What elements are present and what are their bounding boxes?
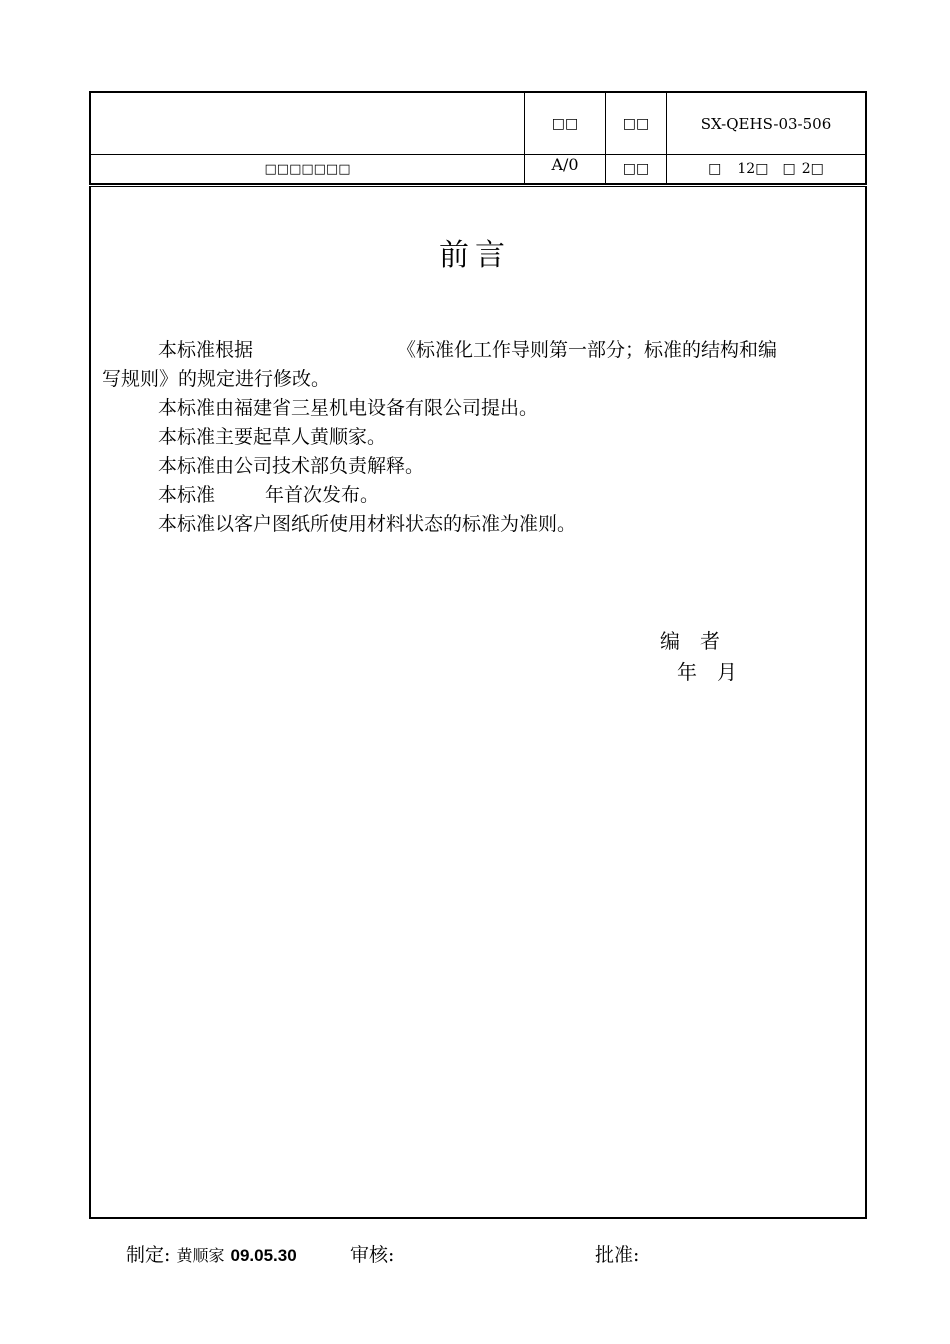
paragraph: 本标准由公司技术部负责解释。 bbox=[158, 455, 425, 477]
header-label-1: □□ bbox=[551, 115, 579, 132]
paragraph: 本标准主要起草人黄顺家。 bbox=[158, 426, 387, 448]
para5-b: 年首次发布。 bbox=[265, 484, 380, 506]
para1-start: 本标准根据 bbox=[158, 339, 254, 361]
doc-name: □□□□□□□ bbox=[264, 161, 351, 177]
header-label-3: □□ bbox=[622, 161, 650, 177]
paragraph: 本标准以客户图纸所使用材料状态的标准为准则。 bbox=[158, 513, 577, 535]
page-current-prefix: □ bbox=[782, 161, 796, 177]
page-suffix: □ bbox=[810, 161, 824, 177]
page-title: 前言 bbox=[439, 238, 511, 273]
doc-code: SX-QEHS-03-506 bbox=[700, 114, 832, 133]
page-current: 2 bbox=[801, 161, 811, 177]
made-label: 制定: bbox=[126, 1244, 171, 1266]
page-total: 12 bbox=[737, 161, 756, 177]
page-count bbox=[667, 155, 865, 183]
page-total-prefix: □ bbox=[708, 161, 722, 177]
date-label: 年 月 bbox=[677, 660, 737, 684]
paragraph bbox=[102, 481, 860, 510]
paragraph bbox=[102, 336, 860, 365]
version: A/0 bbox=[551, 155, 579, 174]
paragraph: 写规则》的规定进行修改。 bbox=[102, 368, 331, 390]
header-label-2: □□ bbox=[622, 115, 650, 132]
paragraph: 本标准由福建省三星机电设备有限公司提出。 bbox=[158, 397, 539, 419]
para1-rest: 《标准化工作导则第一部分；标准的结构和编 bbox=[397, 339, 778, 361]
made-name: 黄顺家 bbox=[176, 1246, 225, 1265]
review-label: 审核: bbox=[350, 1244, 395, 1266]
page-mid: □ bbox=[755, 161, 769, 177]
footer-made bbox=[126, 1240, 297, 1267]
preface-body bbox=[102, 336, 860, 539]
approve-label: 批准: bbox=[595, 1244, 640, 1266]
made-date: 09.05.30 bbox=[230, 1246, 297, 1265]
header-table bbox=[89, 91, 867, 185]
para5-a: 本标准 bbox=[158, 484, 216, 506]
editor-label: 编 者 bbox=[660, 629, 720, 653]
